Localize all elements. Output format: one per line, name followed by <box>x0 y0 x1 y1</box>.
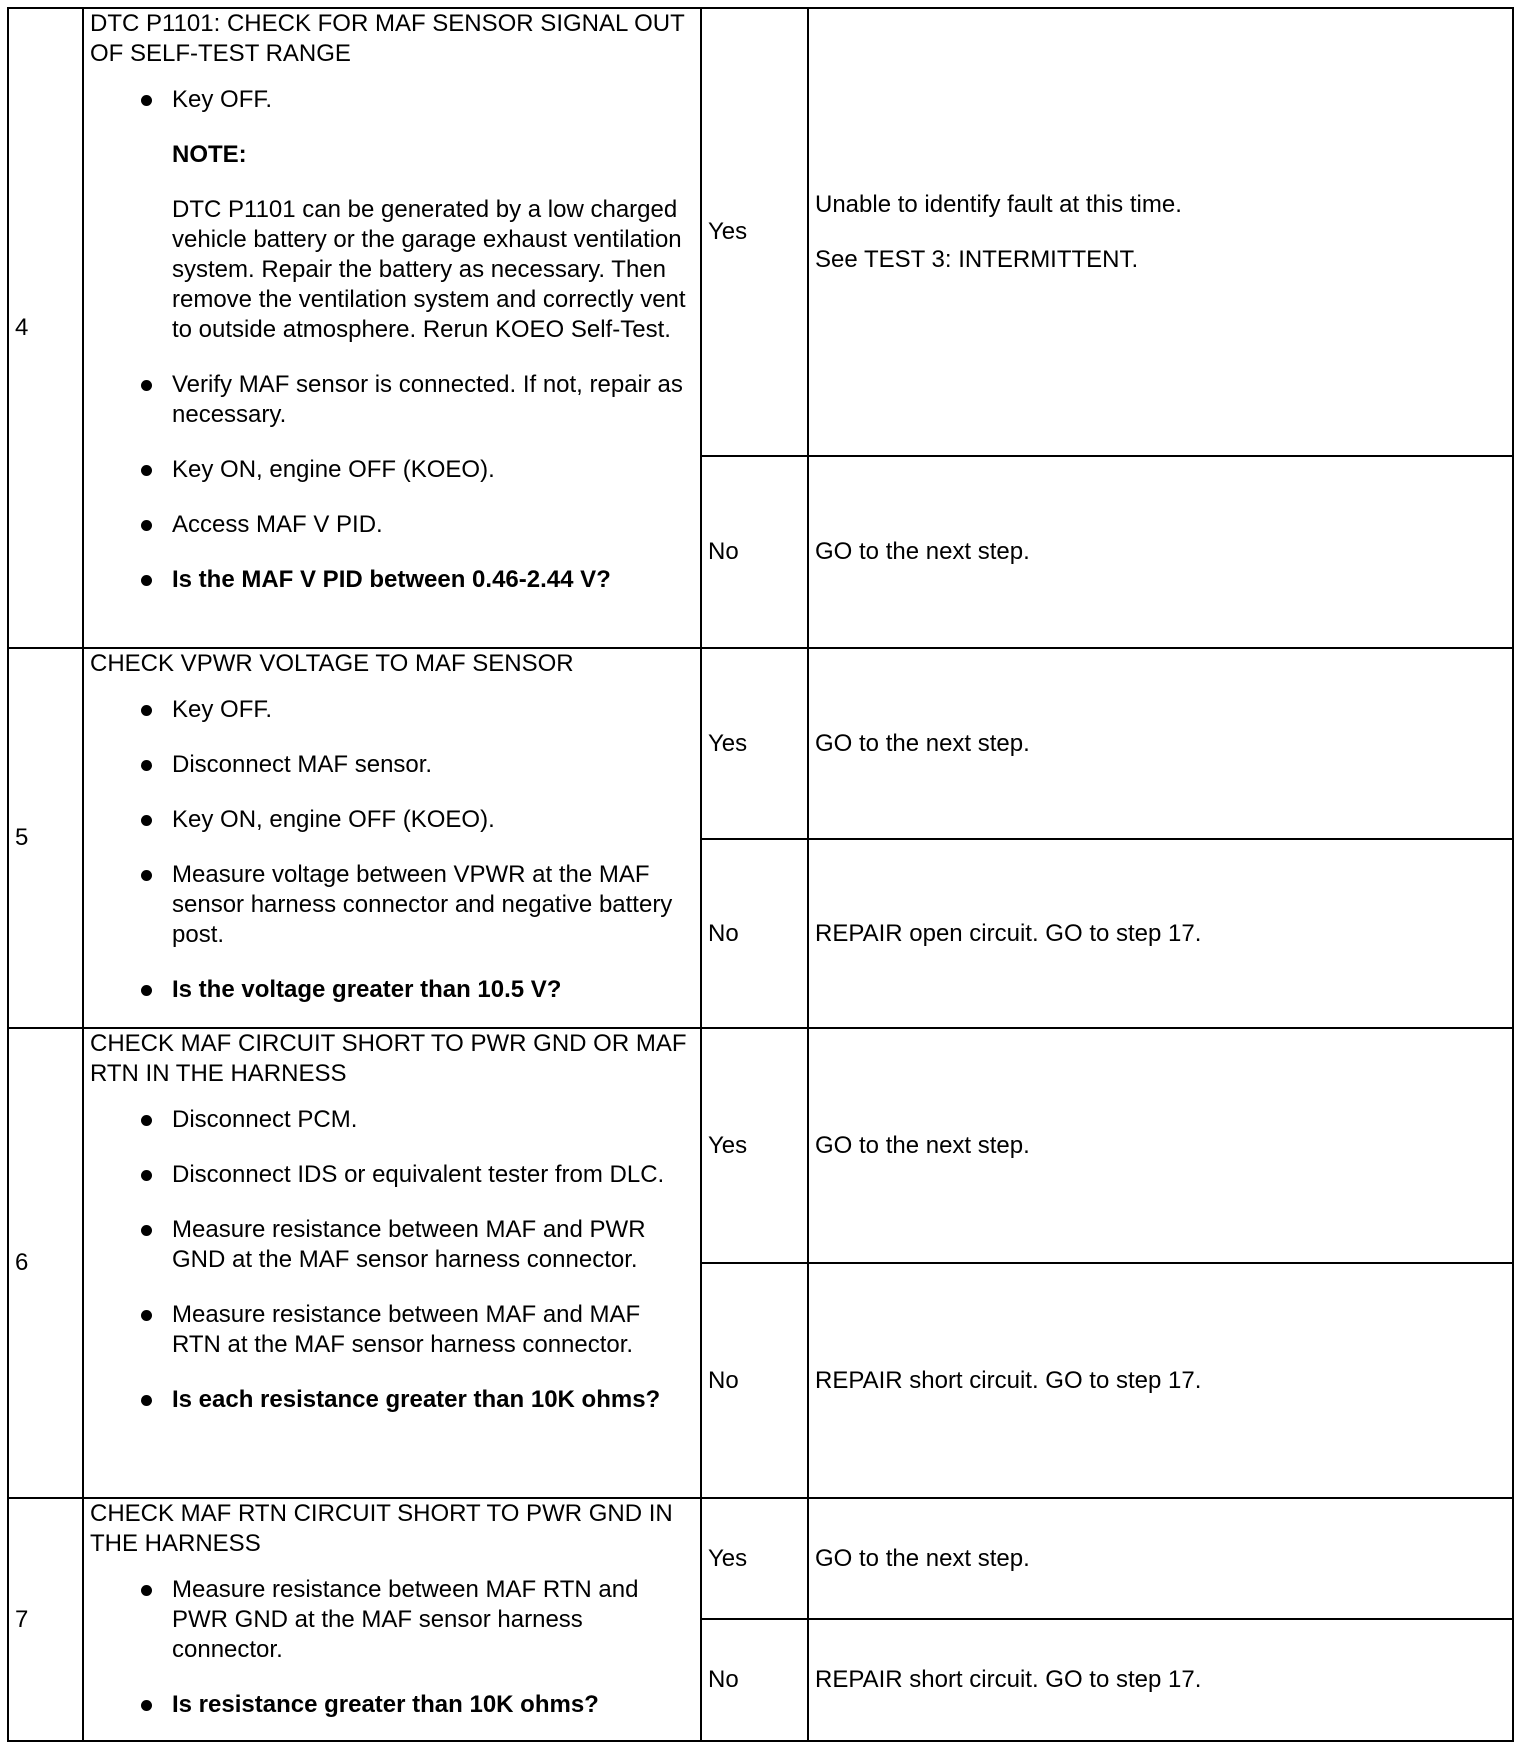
step-5-yes-row <box>8 648 1513 839</box>
step-number: 4 <box>8 8 83 648</box>
step-question: Is each resistance greater than 10K ohms? <box>90 1385 694 1415</box>
step-title: DTC P1101: CHECK FOR MAF SENSOR SIGNAL OUT OF SELF-TEST RANGE <box>90 10 685 67</box>
yes-result: GO to the next step. <box>808 1498 1513 1619</box>
step-question: Is resistance greater than 10K ohms? <box>90 1690 694 1720</box>
yes-result: GO to the next step. <box>808 648 1513 839</box>
bullet-item: Verify MAF sensor is connected. If not, repair as necessary. <box>90 370 694 430</box>
bullet-item: Key ON, engine OFF (KOEO). <box>90 455 694 485</box>
bullet-item: Measure resistance between MAF RTN and PWR GND at the MAF sensor harness connector. <box>90 1575 694 1665</box>
yes-result <box>808 8 1513 456</box>
step-number: 6 <box>8 1028 83 1498</box>
note-block <box>90 140 694 345</box>
no-label: No <box>701 456 808 648</box>
yes-label: Yes <box>701 648 808 839</box>
bullet-item: Disconnect PCM. <box>90 1105 694 1135</box>
bullet-item: Measure voltage between VPWR at the MAF sensor harness connector and negative battery post. <box>90 860 694 950</box>
step-bullets <box>90 1105 694 1415</box>
step-title: CHECK MAF CIRCUIT SHORT TO PWR GND OR MAF RTN IN THE HARNESS <box>90 1030 687 1087</box>
step-bullets <box>90 370 694 595</box>
no-result: GO to the next step. <box>808 456 1513 648</box>
no-label: No <box>701 1619 808 1741</box>
yes-label: Yes <box>701 1498 808 1619</box>
bullet-item: Key OFF. <box>90 85 694 115</box>
yes-result-line: See TEST 3: INTERMITTENT. <box>815 245 1139 273</box>
step-bullets <box>90 1575 694 1720</box>
step-7-yes-row <box>8 1498 1513 1619</box>
note-label: NOTE: <box>172 141 247 168</box>
step-title: CHECK VPWR VOLTAGE TO MAF SENSOR <box>90 650 574 677</box>
bullet-item: Access MAF V PID. <box>90 510 694 540</box>
no-label: No <box>701 839 808 1028</box>
step-action-cell <box>83 1028 701 1498</box>
note-text: DTC P1101 can be generated by a low charged vehicle battery or the garage exhaust ventilation system. Repair the battery as necessary. Then remove the ventilation system and correctly vent to outside atmosphere. Rerun KOEO Self-Test. <box>172 196 686 343</box>
bullet-item: Key OFF. <box>90 695 694 725</box>
step-title: CHECK MAF RTN CIRCUIT SHORT TO PWR GND IN THE HARNESS <box>90 1500 673 1557</box>
step-number: 5 <box>8 648 83 1028</box>
step-question: Is the voltage greater than 10.5 V? <box>90 975 694 1005</box>
step-number: 7 <box>8 1498 83 1741</box>
bullet-item: Disconnect MAF sensor. <box>90 750 694 780</box>
yes-label: Yes <box>701 8 808 456</box>
yes-result-line: Unable to identify fault at this time. <box>815 190 1182 218</box>
yes-result: GO to the next step. <box>808 1028 1513 1263</box>
bullet-item: Measure resistance between MAF and MAF RTN at the MAF sensor harness connector. <box>90 1300 694 1360</box>
step-question: Is the MAF V PID between 0.46-2.44 V? <box>90 565 694 595</box>
no-result: REPAIR short circuit. GO to step 17. <box>808 1263 1513 1498</box>
bullet-item: Measure resistance between MAF and PWR GND at the MAF sensor harness connector. <box>90 1215 694 1275</box>
step-6-yes-row <box>8 1028 1513 1263</box>
step-4-yes-row <box>8 8 1513 456</box>
yes-label: Yes <box>701 1028 808 1263</box>
step-bullets <box>90 695 694 1005</box>
bullet-item: Disconnect IDS or equivalent tester from DLC. <box>90 1160 694 1190</box>
no-result: REPAIR open circuit. GO to step 17. <box>808 839 1513 1028</box>
step-bullets <box>90 85 694 115</box>
step-action-cell <box>83 1498 701 1741</box>
diagnostic-table <box>7 7 1514 1742</box>
bullet-item: Key ON, engine OFF (KOEO). <box>90 805 694 835</box>
no-result: REPAIR short circuit. GO to step 17. <box>808 1619 1513 1741</box>
step-action-cell <box>83 648 701 1028</box>
no-label: No <box>701 1263 808 1498</box>
step-action-cell <box>83 8 701 648</box>
